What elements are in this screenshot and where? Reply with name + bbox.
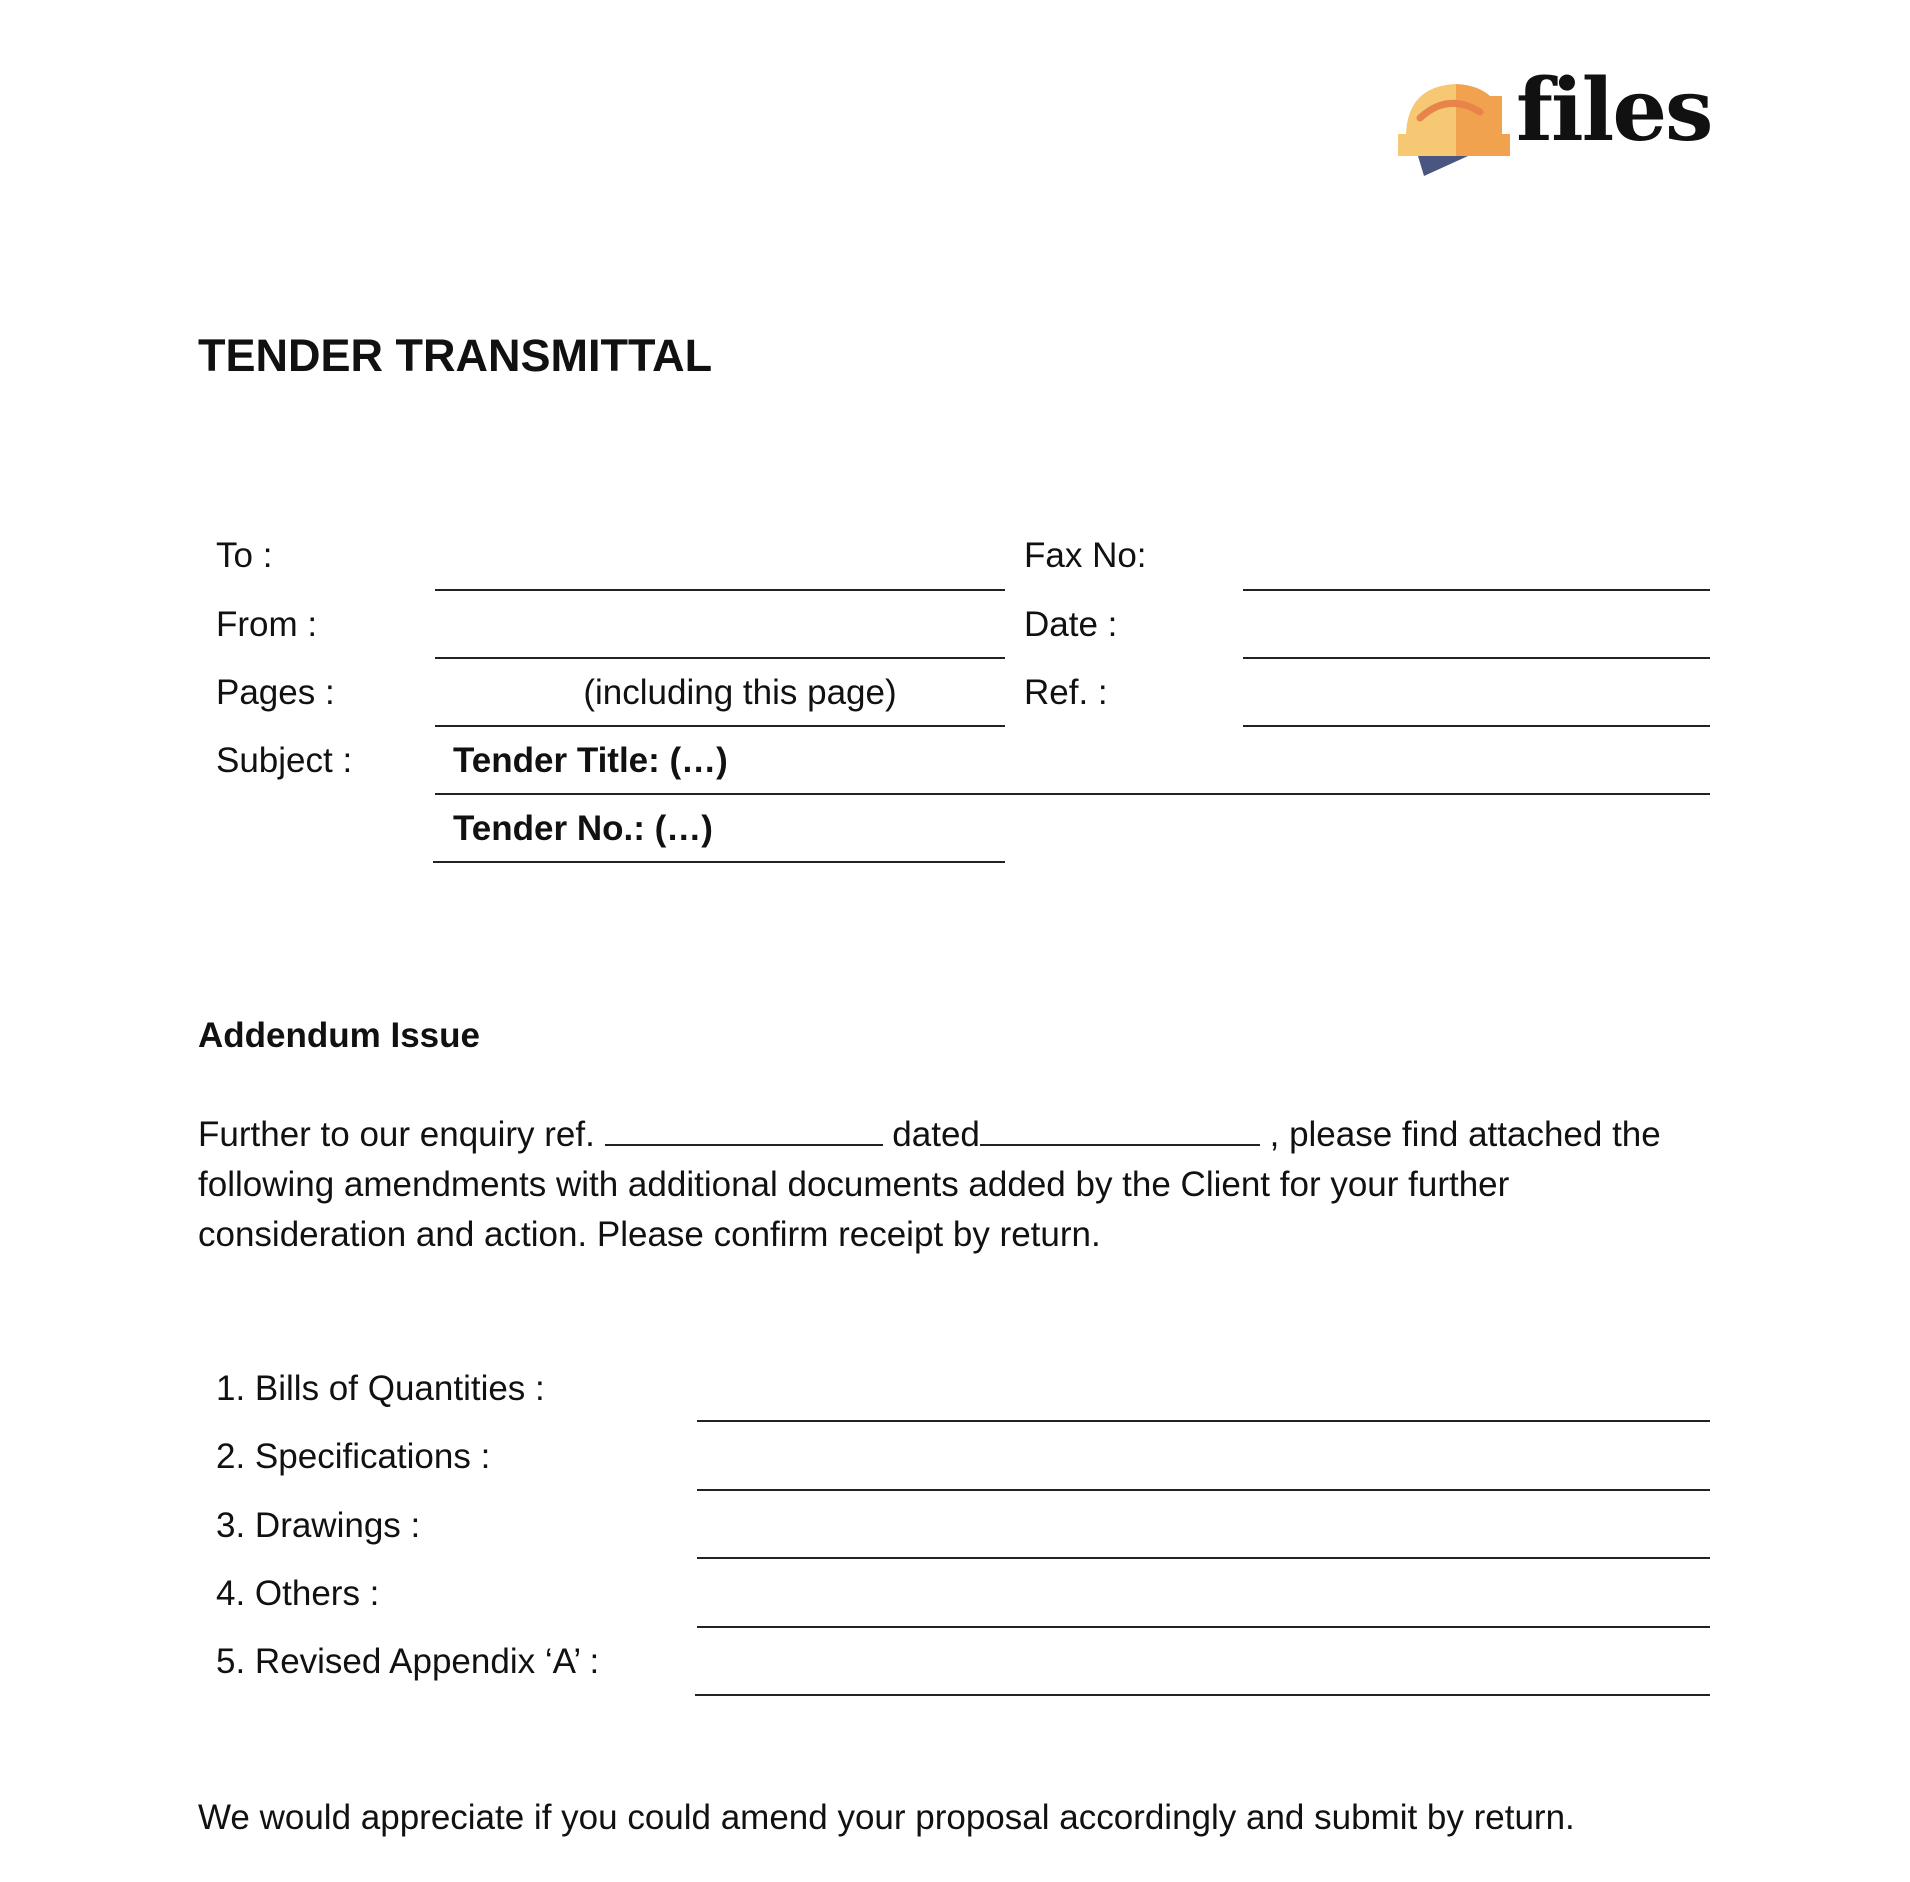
to-label: To :: [216, 536, 273, 575]
item-label: 4. Others :: [216, 1574, 380, 1613]
from-label: From :: [216, 605, 318, 644]
pages-field[interactable]: [435, 725, 1005, 727]
enquiry-ref-blank[interactable]: [605, 1114, 883, 1146]
specifications-field[interactable]: [697, 1489, 1710, 1491]
fax-field[interactable]: [1243, 589, 1710, 591]
paragraph-part-2: dated: [882, 1115, 980, 1154]
date-label: Date :: [1024, 605, 1118, 644]
subject-line: [435, 793, 1710, 795]
drawings-field[interactable]: [697, 1557, 1710, 1559]
paragraph-part-3: , please find attached the following amendments with additional documents added by the Client for your further consideration and action. Please confirm receipt by return.: [198, 1115, 1661, 1254]
hard-hat-icon: [1398, 82, 1518, 178]
others-field[interactable]: [697, 1626, 1710, 1628]
company-logo: [1398, 60, 1714, 178]
pages-label: Pages :: [216, 673, 335, 712]
revised-appendix-field[interactable]: [695, 1694, 1710, 1696]
section-heading: Addendum Issue: [198, 1016, 480, 1055]
pages-field-note: (including this page): [583, 673, 897, 712]
subject-label: Subject :: [216, 741, 353, 780]
item-label: 3. Drawings :: [216, 1506, 421, 1545]
tender-no-field[interactable]: Tender No.: (…): [453, 809, 713, 848]
intro-paragraph: [198, 1110, 1718, 1260]
ref-field[interactable]: [1243, 725, 1710, 727]
bills-of-quantities-field[interactable]: [697, 1420, 1710, 1422]
fax-label: Fax No:: [1024, 536, 1147, 575]
item-label: 2. Specifications :: [216, 1437, 491, 1476]
from-field[interactable]: [435, 657, 1005, 659]
enquiry-date-blank[interactable]: [980, 1114, 1260, 1146]
tender-title-field[interactable]: Tender Title: (…): [453, 741, 728, 780]
item-label: 1. Bills of Quantities :: [216, 1369, 545, 1408]
closing-sentence: We would appreciate if you could amend your proposal accordingly and submit by return.: [198, 1798, 1575, 1837]
ref-label: Ref. :: [1024, 673, 1108, 712]
paragraph-part-1: Further to our enquiry ref.: [198, 1115, 605, 1154]
page-title: TENDER TRANSMITTAL: [198, 330, 713, 381]
date-field[interactable]: [1243, 657, 1710, 659]
tender-no-line: [433, 861, 1005, 863]
item-label: 5. Revised Appendix ‘A’ :: [216, 1642, 600, 1681]
to-field[interactable]: [435, 589, 1005, 591]
logo-wordmark: files: [1516, 60, 1712, 161]
